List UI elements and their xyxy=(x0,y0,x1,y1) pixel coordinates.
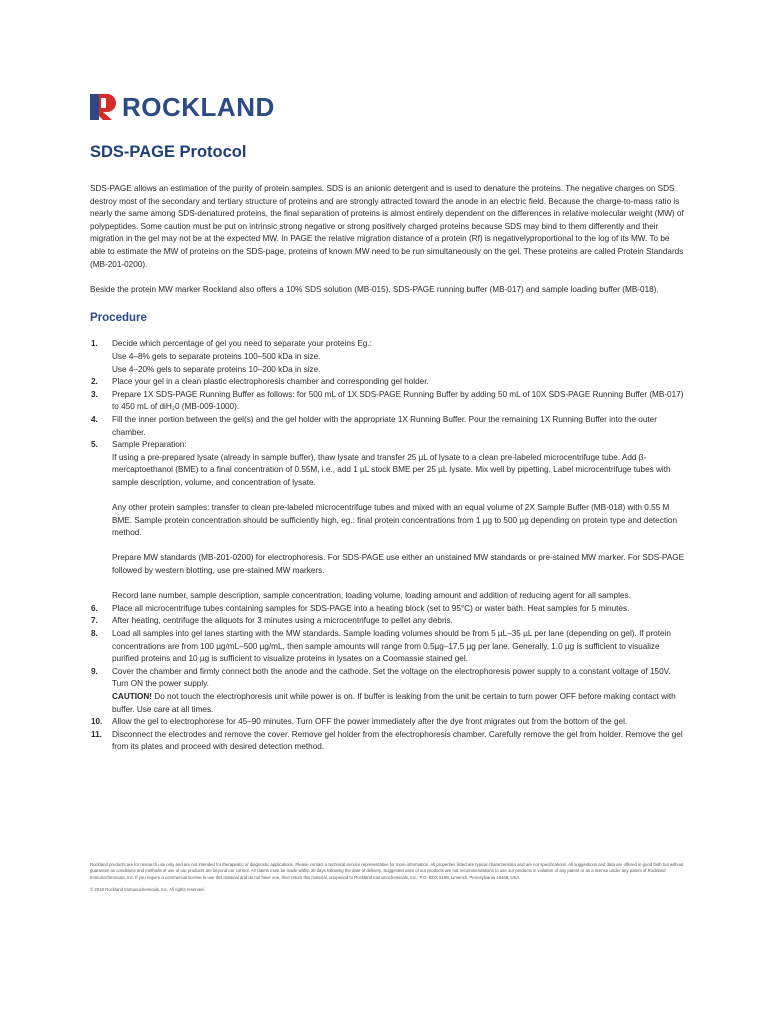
step-2 xyxy=(90,376,686,389)
step-text: Place all microcentrifuge tubes containing samples for SDS-PAGE into a heating block (set to 95°C) or water bath. Heat samples for 5 minutes. xyxy=(112,603,630,613)
step-11 xyxy=(90,729,686,754)
footer-copyright: © 2018 Rockland Immunochemicals, Inc. All rights reserved. xyxy=(90,886,205,892)
step-9 xyxy=(90,666,686,716)
step-number: 7. xyxy=(91,616,98,626)
step-subline: Use 4–8% gels to separate proteins 100–500 kDa in size. xyxy=(112,351,321,361)
footer-disclaimer: Rockland products are for research use only and are not intended for therapeutic or diagnostic applications. Please contact a technical service representative for more information. All properties listed are typical characteristics and are not specifications. All suggestions and data are offered in good faith but without guarantee as conditions and methods of use of our products are beyond our control. All claims must be made within 30 days following the date of delivery. Suggested uses of our products are not recommendations to use our products in violation of any patent or as a license under any patent of Rockland Immunochemicals, Inc. If you require a commercial license to use this material and do not have one, then return this material, unopened to Rockland Immunochemicals, Inc., P.O. BOX 5199, Limerick, Pennsylvania 19468, USA. xyxy=(90,862,684,880)
step-text: After heating, centrifuge the aliquots for 3 minutes using a microcentrifuge to pellet any debris. xyxy=(112,616,453,626)
step-number: 3. xyxy=(91,389,98,399)
step-text: Prepare 1X SDS-PAGE Running Buffer as follows: for 500 mL of 1X SDS-PAGE Running Buffer by adding 50 mL of 10X SDS-PAGE Running Buffer (MB-017) to 450 mL of diH₂0 (MB-009-1000). xyxy=(112,389,684,412)
step-text: Sample Preparation: xyxy=(112,440,187,450)
step-subparagraph: If using a pre-prepared lysate (already in sample buffer), thaw lysate and transfer 25 µL of lysate to a clean pre-labeled microcentrifuge tube. Add β-mercaptoethanol (BME) to a final concentration of 0.55M, i.e., add 1 µL stock BME per 25 µL lysate. Mix well by pipetting. Label microcentrifuge tubes with sample description, volume, and concentration of lysate. xyxy=(112,452,671,487)
procedure-list xyxy=(90,338,686,754)
step-5 xyxy=(90,439,686,603)
step-number: 10. xyxy=(91,717,103,727)
page-title: SDS-PAGE Protocol xyxy=(90,143,247,161)
caution-text: Do not touch the electrophoresis unit while power is on. If buffer is leaking from the unit be certain to turn power OFF before making contact with buffer. Use care at all times. xyxy=(112,691,676,714)
step-number: 2. xyxy=(91,377,98,387)
step-text: Fill the inner portion between the gel(s) and the gel holder with the appropriate 1X Running Buffer. Pour the remaining 1X Running Buffer into the outer chamber. xyxy=(112,414,657,437)
step-subparagraph: Prepare MW standards (MB-201-0200) for electrophoresis. For SDS-PAGE use either an unstained MW standards or pre-stained MW marker. For SDS-PAGE followed by western blotting, use pre-stained MW markers. xyxy=(112,553,685,576)
rockland-logo-mark-icon xyxy=(90,92,118,122)
intro-paragraph-2: Beside the protein MW marker Rockland also offers a 10% SDS solution (MB-015), SDS-PAGE running buffer (MB-017) and sample loading buffer (MB-018). xyxy=(90,284,659,294)
step-3 xyxy=(90,389,686,414)
legal-footer xyxy=(90,862,686,893)
step-text: Place your gel in a clean plastic electrophoresis chamber and corresponding gel holder. xyxy=(112,377,429,387)
step-text: Load all samples into gel lanes starting with the MW standards. Sample loading volumes should be from 5 µL–35 µL per lane (depending on gel). If protein concentrations are from 100 µg/mL–500 µg/mL, then sample amounts will range from 0.5µg–17.5 µg per lane. Generally, 1.0 µg is sufficient to visualize purified proteins and 10 µg is sufficient to visualize proteins in lysates on a Coomassie stained gel. xyxy=(112,629,671,664)
step-6 xyxy=(90,603,686,616)
procedure-heading: Procedure xyxy=(90,312,147,325)
caution-line xyxy=(112,691,686,716)
step-number: 6. xyxy=(91,603,98,613)
document-body xyxy=(90,183,686,754)
step-text: Cover the chamber and firmly connect both the anode and the cathode. Set the voltage on the electrophoresis power supply to a constant voltage of 150V. Turn ON the power supply. xyxy=(112,666,671,689)
logo-wordmark: ROCKLAND xyxy=(122,92,275,122)
step-8 xyxy=(90,628,686,666)
step-text: Decide which percentage of gel you need to separate your proteins Eg.: xyxy=(112,339,372,349)
step-text: Disconnect the electrodes and remove the cover. Remove gel holder from the electrophoresis chamber. Carefully remove the gel from holder. Remove the gel from its plates and proceed with desired detection method. xyxy=(112,729,683,752)
step-1 xyxy=(90,338,686,376)
intro-paragraph-1: SDS-PAGE allows an estimation of the purity of protein samples. SDS is an anionic detergent and is used to denature the proteins. The negative charges on SDS destroy most of the secondary and tertiary structure of proteins and are strongly attracted toward the anode in an electric field. Because the charge-to-mass ratio is nearly the same among SDS-denatured proteins, the final separation of proteins is almost entirely dependent on the differences in relative molecular weight (MW) of polypeptides. Some caution must be put on intrinsic strong negative or strong positively charged proteins because SDS may bind to them differently and their migration in the gel may not be at the expected MW. In PAGE the relative migration distance of a protein (Rf) is negativelyproportional to the log of its MW. To be able to estimate the MW of proteins on the SDS-page, proteins of known MW need to be run simultaneously on the gel. These proteins are called Protein Standards (MB-201-0200). xyxy=(90,184,684,269)
rockland-logo xyxy=(90,92,275,122)
step-4 xyxy=(90,414,686,439)
step-number: 5. xyxy=(91,440,98,450)
step-number: 1. xyxy=(91,339,98,349)
step-subline: Use 4–20% gels to separate proteins 10–200 kDa in size. xyxy=(112,364,321,374)
step-number: 11. xyxy=(91,729,102,739)
step-subparagraph: Record lane number, sample description, sample concentration, loading volume, loading amount and addition of reducing agent for all samples. xyxy=(112,591,631,601)
step-10 xyxy=(90,716,686,729)
step-number: 4. xyxy=(91,414,98,424)
step-7 xyxy=(90,615,686,628)
step-number: 9. xyxy=(91,666,98,676)
step-subparagraph: Any other protein samples: transfer to clean pre-labeled microcentrifuge tubes and mixed with an equal volume of 2X Sample Buffer (MB-018) with 0.55 M BME. Sample protein concentration should be sufficiently high, eg.: final protein concentrations from 1 µg to 500 µg depending on protein type and detection method. xyxy=(112,503,678,538)
step-text: Allow the gel to electrophorese for 45–90 minutes. Turn OFF the power immediately after the dye front migrates out from the bottom of the gel. xyxy=(112,717,628,727)
step-number: 8. xyxy=(91,629,98,638)
caution-label: CAUTION! xyxy=(112,691,153,701)
